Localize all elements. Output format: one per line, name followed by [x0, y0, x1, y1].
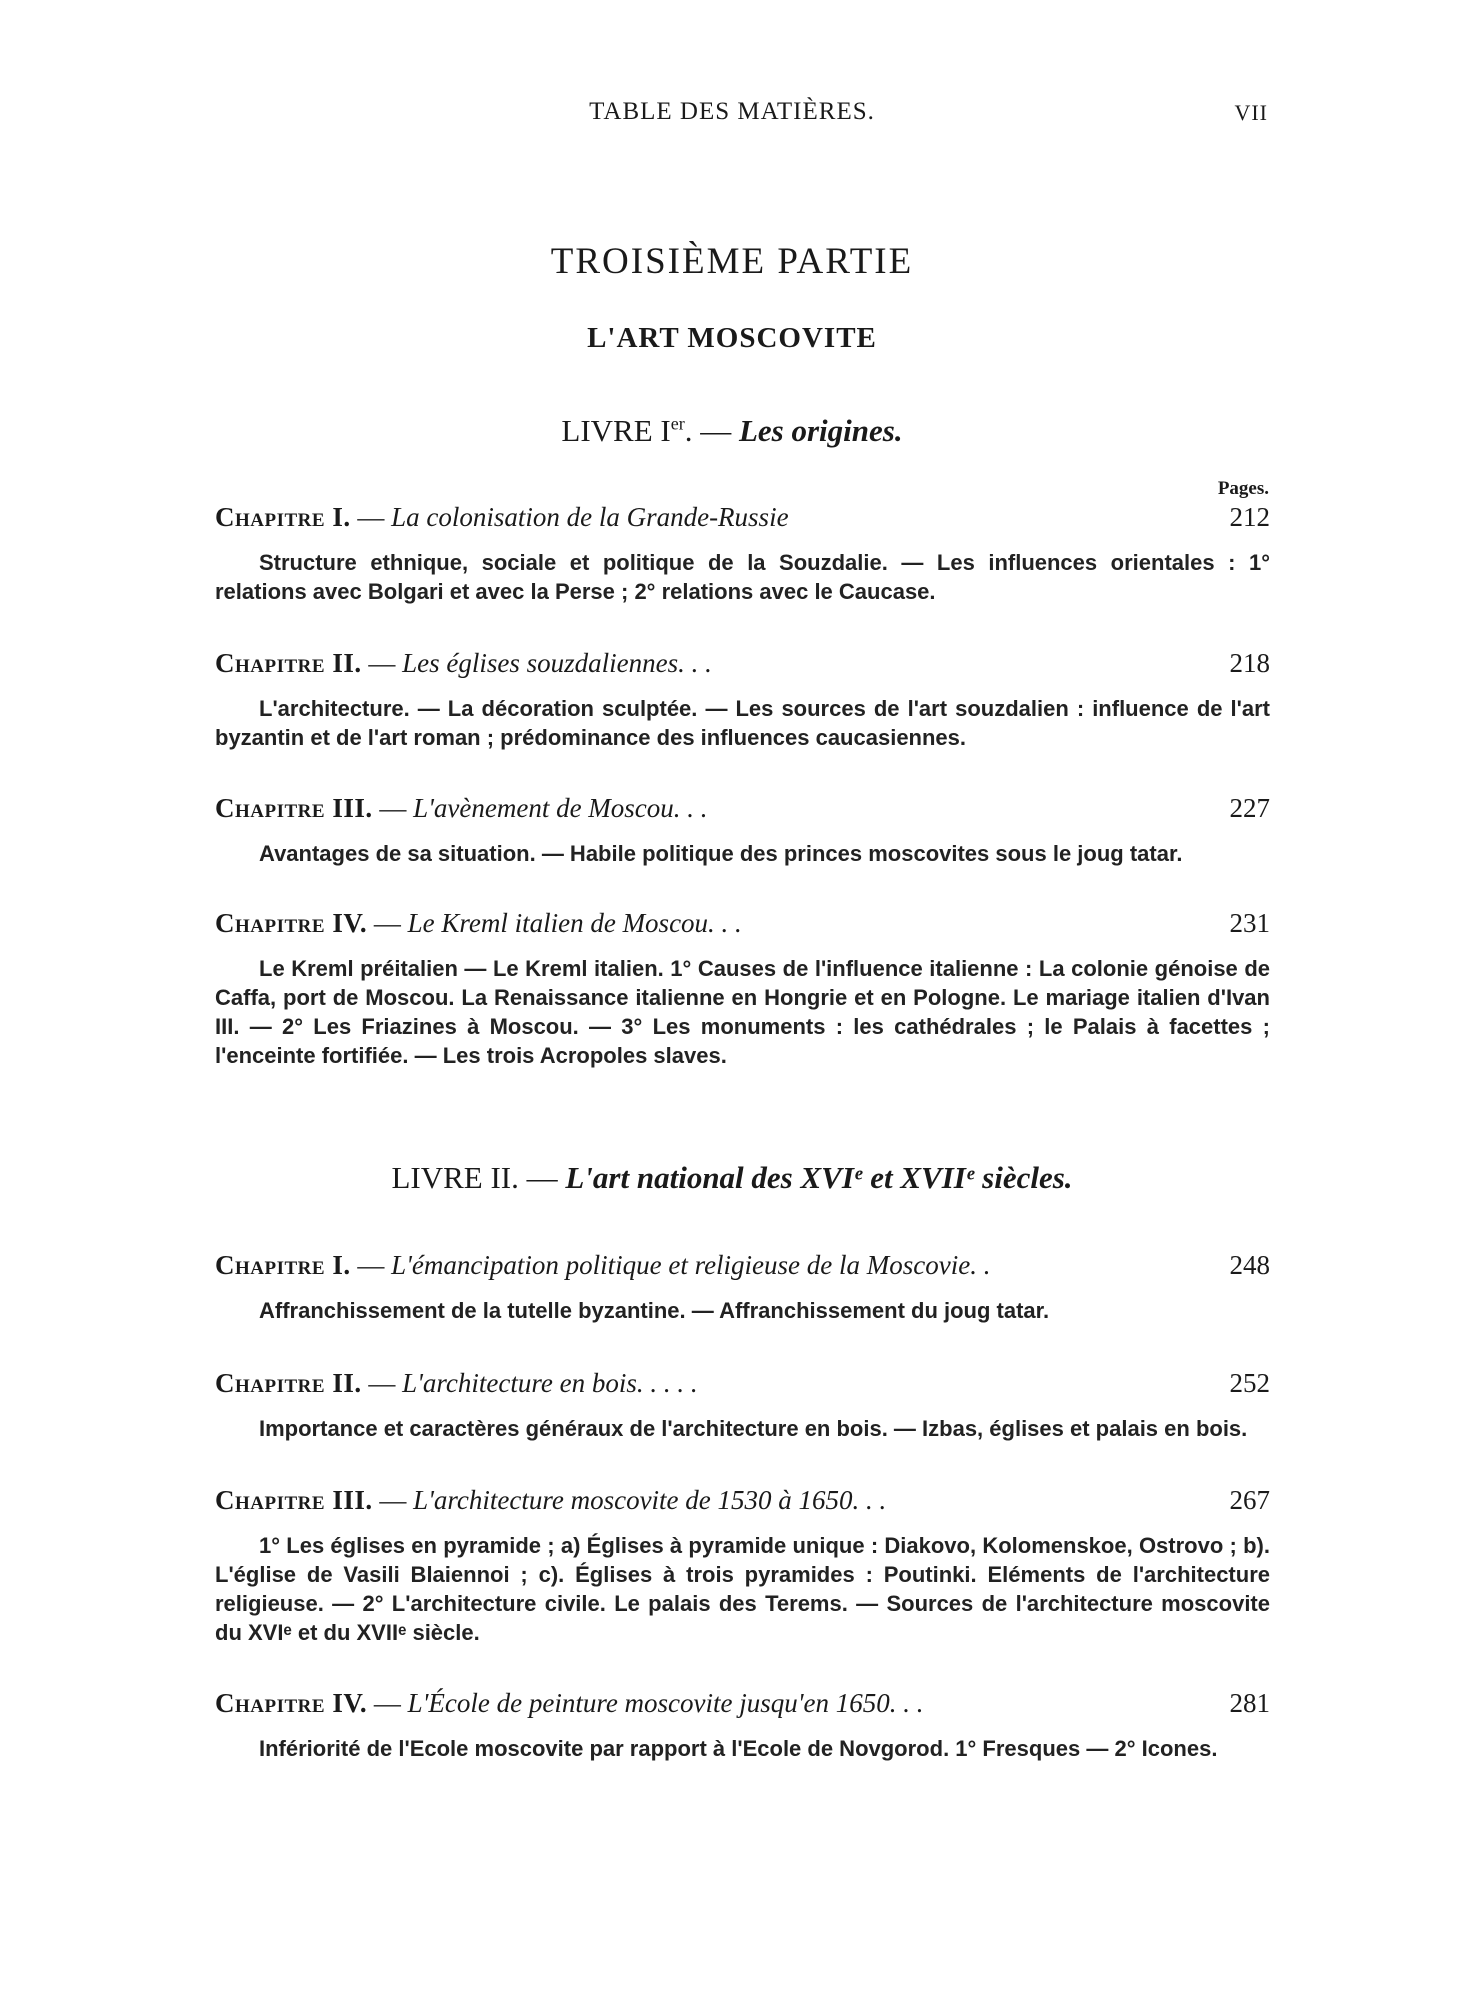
chapter-label: Chapitre III.: [215, 1485, 373, 1515]
livre-label: LIVRE I: [561, 413, 671, 448]
part-subtitle: L'ART MOSCOVITE: [587, 322, 877, 354]
chapter-page-number: 248: [1229, 1250, 1270, 1280]
running-title: TABLE DES MATIÈRES.: [589, 98, 875, 125]
chapter-page-number: 227: [1229, 793, 1270, 823]
chapter-page-number: 231: [1229, 908, 1270, 938]
dash: —: [357, 502, 392, 532]
toc-entry-heading: [215, 1368, 1270, 1404]
toc-entry: [215, 502, 1270, 606]
toc-entry-heading: [215, 648, 1270, 684]
chapter-label: Chapitre IV.: [215, 1688, 368, 1718]
toc-entry-heading: [215, 1688, 1270, 1724]
chapter-summary: Le Kreml préitalien — Le Kreml italien. 1° Causes de l'influence italienne : La colonie génoise de Caffa, port de Moscou. La Renaissance italienne en Hongrie et en Pologne. Le mariage italien d'Ivan III. — 2° Les Friazines à Moscou. — 3° Les monuments : les cathédrales ; le Palais à facettes ; l'enceinte fortifiée. — Les trois Acropoles slaves.: [215, 956, 1270, 1068]
chapter-title: Les églises souzdaliennes. . .: [402, 648, 712, 678]
chapter-page-number: 252: [1229, 1368, 1270, 1398]
chapter-summary: Affranchissement de la tutelle byzantine. — Affranchissement du joug tatar.: [259, 1298, 1050, 1323]
chapter-title: L'École de peinture moscovite jusqu'en 1650. . .: [407, 1688, 924, 1718]
toc-entry: [215, 1485, 1270, 1647]
livre-title: L'art national des XVIᵉ et XVIIᵉ siècles.: [565, 1160, 1073, 1195]
toc-entry: [215, 1688, 1270, 1763]
dash: —: [368, 1368, 403, 1398]
pages-column-label: Pages.: [1217, 478, 1269, 499]
running-head: [0, 98, 1464, 138]
dash: —: [368, 648, 403, 678]
dash: —: [357, 1250, 392, 1280]
chapter-title: Le Kreml italien de Moscou. . .: [407, 908, 742, 938]
livre-sep: . —: [511, 1160, 566, 1195]
chapter-title: La colonisation de la Grande-Russie: [391, 502, 789, 532]
livre-label: LIVRE II: [391, 1160, 512, 1195]
toc-entry: [215, 793, 1270, 868]
chapter-label: Chapitre II.: [215, 648, 362, 678]
chapter-summary: Importance et caractères généraux de l'architecture en bois. — Izbas, églises et palais en bois.: [259, 1416, 1248, 1441]
livre-1-heading: [0, 413, 1464, 449]
part-title: TROISIÈME PARTIE: [550, 241, 914, 282]
chapter-page-number: 218: [1229, 648, 1270, 678]
chapter-summary: L'architecture. — La décoration sculptée. — Les sources de l'art souzdalien : influence de l'art byzantin et de l'art roman ; prédominance des influences caucasiennes.: [215, 696, 1270, 750]
chapter-label: Chapitre IV.: [215, 908, 368, 938]
livre-title: Les origines.: [738, 413, 903, 448]
dash: —: [379, 793, 414, 823]
chapter-summary: 1° Les églises en pyramide ; a) Églises à pyramide unique : Diakovo, Kolomenskoe, Ostrovo ; b). L'église de Vasili Blaiennoi ; c). Églises à trois pyramides : Poutinki. Eléments de l'architecture religieuse. — 2° L'architecture civile. Le palais des Terems. — Sources de l'architecture moscovite du XVIᵉ et du XVIIᵉ siècle.: [215, 1533, 1270, 1645]
livre-sep: . —: [684, 413, 739, 448]
chapter-title: L'architecture en bois. . . . .: [402, 1368, 698, 1398]
chapter-label: Chapitre II.: [215, 1368, 362, 1398]
dash: —: [373, 1688, 408, 1718]
toc-entry: [215, 1368, 1270, 1443]
toc-entry-heading: [215, 1250, 1270, 1286]
dash: —: [373, 908, 408, 938]
chapter-summary: Avantages de sa situation. — Habile politique des princes moscovites sous le joug tatar.: [259, 841, 1183, 866]
chapter-page-number: 281: [1229, 1688, 1270, 1718]
toc-entry: [215, 908, 1270, 1070]
toc-entry: [215, 648, 1270, 752]
toc-entry-heading: [215, 908, 1270, 944]
chapter-page-number: 267: [1229, 1485, 1270, 1515]
chapter-label: Chapitre III.: [215, 793, 373, 823]
toc-entry: [215, 1250, 1270, 1325]
toc-entry-heading: [215, 502, 1270, 538]
page-number: VII: [1234, 100, 1268, 125]
toc-entry-heading: [215, 1485, 1270, 1521]
chapter-title: L'émancipation politique et religieuse de la Moscovie. .: [391, 1250, 991, 1280]
livre-label-sup: er: [670, 413, 685, 434]
dash: —: [379, 1485, 414, 1515]
chapter-summary: Infériorité de l'Ecole moscovite par rapport à l'Ecole de Novgorod. 1° Fresques — 2° Icones.: [259, 1736, 1218, 1761]
chapter-title: L'avènement de Moscou. . .: [413, 793, 708, 823]
toc-entry-heading: [215, 793, 1270, 829]
chapter-summary: Structure ethnique, sociale et politique de la Souzdalie. — Les influences orientales : 1° relations avec Bolgari et avec la Perse ; 2° relations avec le Caucase.: [215, 550, 1270, 604]
chapter-label: Chapitre I.: [215, 502, 351, 532]
chapter-label: Chapitre I.: [215, 1250, 351, 1280]
chapter-page-number: 212: [1229, 502, 1270, 532]
livre-2-heading: [0, 1160, 1464, 1196]
chapter-title: L'architecture moscovite de 1530 à 1650. . .: [413, 1485, 887, 1515]
